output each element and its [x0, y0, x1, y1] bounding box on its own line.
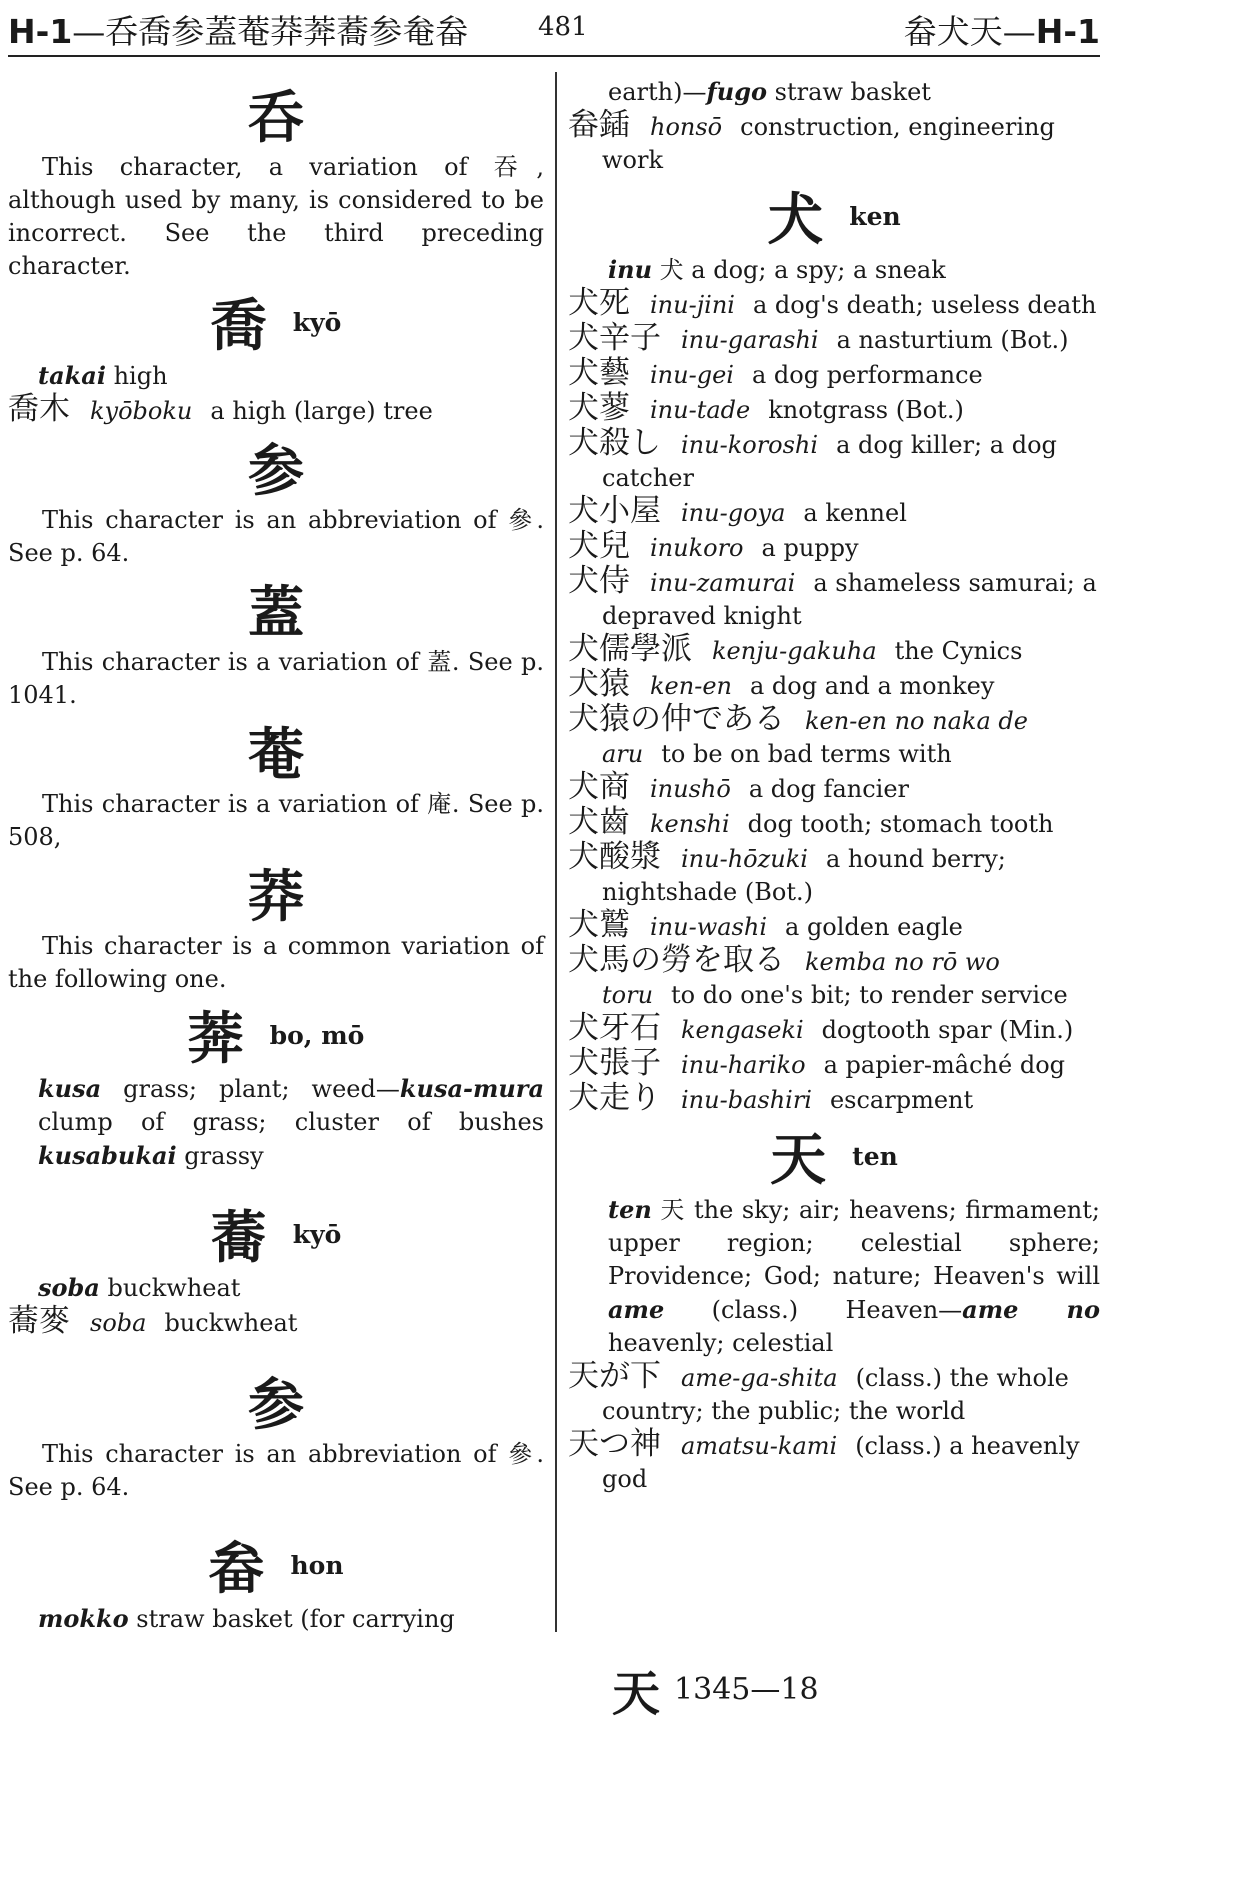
entry [568, 287, 1100, 322]
text-run: This character is an abbreviation of 參. See p. 64. [8, 1440, 544, 1501]
entry [568, 1047, 1100, 1082]
entry-kanji: 犬走り [568, 1080, 661, 1116]
entry [568, 1360, 1100, 1428]
text-run: high [105, 362, 168, 390]
headword-char: 畚 [208, 1537, 265, 1602]
entry-reading: inu-washi [650, 913, 767, 941]
definition-line [8, 1271, 544, 1305]
entry-definition: a dog and a monkey [749, 672, 995, 700]
column-divider [555, 72, 557, 1632]
entry-reading: inu-hōzuki [681, 845, 808, 873]
entry-kanji: 犬藝 [568, 355, 630, 391]
entry-definition: (class.) the whole country; the public; the world [602, 1364, 1069, 1425]
page-header [8, 6, 1100, 50]
headword-char: 莽 [248, 865, 304, 930]
definition-line [568, 253, 1100, 287]
entry [568, 392, 1100, 427]
headword-reading: hon [290, 1550, 344, 1580]
entry-reading: inu-koroshi [681, 431, 819, 459]
reading-term: kusa-mura [399, 1074, 544, 1103]
entry [568, 633, 1100, 668]
headword-reading: ten [852, 1141, 898, 1171]
entry-kanji: 天が下 [568, 1358, 661, 1394]
headword [8, 81, 544, 151]
text-run: grass; plant; weed— [101, 1075, 400, 1103]
entry-definition: dogtooth spar (Min.) [821, 1016, 1074, 1044]
headword-char: 呑 [248, 86, 304, 151]
text-run: clump of grass; cluster of bushes [38, 1108, 544, 1136]
entry [568, 1428, 1100, 1496]
entry-definition: buckwheat [164, 1309, 298, 1337]
headword [568, 183, 1100, 253]
reading-term: soba [38, 1273, 100, 1302]
entry-kanji: 犬馬の勞を取る [568, 942, 785, 978]
entry-definition: a dog's death; useless death [752, 291, 1097, 319]
headword [8, 1002, 544, 1072]
entry-kanji: 犬侍 [568, 563, 630, 599]
headword [8, 1368, 544, 1438]
entry-kanji: 犬儒學派 [568, 631, 692, 667]
entry [568, 427, 1100, 495]
entry [568, 495, 1100, 530]
entry-reading: inu-tade [650, 396, 751, 424]
entry-kanji: 畚鍤 [568, 107, 630, 143]
footer-number: 1345—18 [674, 1672, 819, 1707]
headword [8, 1201, 544, 1271]
entry-reading: inu-jini [650, 291, 735, 319]
note-paragraph [8, 151, 544, 283]
headword [8, 718, 544, 788]
header-left [8, 6, 468, 53]
entry-kanji: 犬辛子 [568, 320, 661, 356]
entry-kanji: 蕎麥 [8, 1303, 70, 1339]
reading-term: inu [608, 255, 653, 284]
entry-definition: to be on bad terms with [661, 740, 952, 768]
entry [568, 909, 1100, 944]
text-run: This character is a variation of 蓋. See p. 1041. [8, 648, 544, 709]
text-run: 犬 a dog; a spy; a sneak [652, 256, 946, 284]
page-footer [612, 1655, 819, 1724]
entry [568, 668, 1100, 703]
definition-line [568, 75, 1100, 109]
header-right [904, 6, 1100, 53]
entry-reading: inu-garashi [681, 326, 819, 354]
headword-char: 犬 [767, 188, 824, 253]
headword-char: 参 [248, 1373, 304, 1438]
text-run: straw basket (for carrying [128, 1605, 455, 1633]
headword-reading: kyō [292, 1219, 342, 1249]
text-run: This character is a variation of 庵. See p. 508, [8, 790, 544, 851]
headword [8, 289, 544, 359]
entry-definition: a high (large) tree [210, 397, 433, 425]
entry-definition: a shameless samurai; a depraved knight [602, 569, 1097, 630]
entry-reading: kenshi [650, 810, 730, 838]
reading-term: kusa [38, 1074, 102, 1103]
headword [8, 1532, 544, 1602]
header-rule [8, 55, 1100, 57]
entry-kanji: 犬兒 [568, 528, 630, 564]
text-run: This character is a common variation of the following one. [8, 932, 544, 993]
page-number: 481 [538, 12, 588, 42]
entry [568, 944, 1100, 1012]
entry-reading: amatsu-kami [681, 1432, 838, 1460]
text-run: This character is an abbreviation of 參. See p. 64. [8, 506, 544, 567]
entry-kanji: 犬猿の仲である [568, 701, 785, 737]
entry-definition: the Cynics [894, 637, 1023, 665]
entry-reading: ken-en no naka de aru [602, 707, 1028, 768]
entry-reading: ken-en [650, 672, 732, 700]
entry-kanji: 犬酸漿 [568, 839, 661, 875]
entry-reading: inu-goya [681, 499, 786, 527]
text-run: buckwheat [99, 1274, 241, 1302]
entry-kanji: 犬死 [568, 285, 630, 321]
note-paragraph [8, 788, 544, 854]
entry [8, 1305, 544, 1340]
entry-kanji: 天つ神 [568, 1426, 661, 1462]
text-run: straw basket [767, 78, 931, 106]
entry [568, 565, 1100, 633]
entry-kanji: 犬牙石 [568, 1010, 661, 1046]
entry-definition: a hound berry; nightshade (Bot.) [602, 845, 1006, 906]
headword-reading: kyō [292, 307, 342, 337]
entry-definition: a dog killer; a dog catcher [602, 431, 1057, 492]
entry-reading: soba [90, 1309, 147, 1337]
entry-kanji: 犬殺し [568, 425, 661, 461]
note-paragraph [8, 646, 544, 712]
text-run: (class.) Heaven— [664, 1296, 963, 1324]
entry [568, 841, 1100, 909]
headword [8, 434, 544, 504]
text-run: earth)— [608, 78, 707, 106]
entry-reading: inukoro [650, 534, 744, 562]
reading-term: mokko [38, 1604, 129, 1633]
entry-kanji: 喬木 [8, 391, 70, 427]
entry-kanji: 犬蓼 [568, 390, 630, 426]
entry-definition: to do one's bit; to render service [671, 981, 1068, 1009]
entry-definition: a dog fancier [748, 775, 909, 803]
entry [568, 1012, 1100, 1047]
definition-line [8, 359, 544, 393]
reading-term: ame no [962, 1295, 1100, 1324]
entry-definition: escarpment [829, 1086, 974, 1114]
headword [568, 1123, 1100, 1193]
definition-line [8, 1072, 544, 1173]
entry-definition: a puppy [761, 534, 859, 562]
headword-reading: bo, mō [269, 1020, 365, 1050]
reading-term: kusabukai [38, 1141, 177, 1170]
header-left-code: H-1 [8, 12, 73, 51]
text-run: 天 the sky; air; heavens; firmament; upper region; celestial sphere; Providence; God; nature; Heaven's will [608, 1196, 1100, 1290]
note-paragraph [8, 930, 544, 996]
header-right-code: H-1 [1035, 12, 1100, 51]
entry-reading: inu-bashiri [681, 1086, 812, 1114]
entry-kanji: 犬猿 [568, 666, 630, 702]
headword-char: 喬 [210, 294, 267, 359]
text-run: heavenly; celestial [608, 1329, 834, 1357]
headword [8, 860, 544, 930]
reading-term: takai [38, 361, 106, 390]
footer-char: 天 [612, 1666, 661, 1722]
reading-term: fugo [706, 77, 768, 106]
entry [568, 357, 1100, 392]
header-right-chars: 畚犬天— [903, 12, 1036, 51]
entry [8, 393, 544, 428]
entry-reading: inu-hariko [681, 1051, 806, 1079]
headword [8, 576, 544, 646]
entry-kanji: 犬齒 [568, 804, 630, 840]
entry [568, 322, 1100, 357]
note-paragraph [8, 1438, 544, 1504]
entry-kanji: 犬鷲 [568, 907, 630, 943]
headword-char: 菴 [248, 723, 304, 788]
entry-kanji: 犬張子 [568, 1045, 661, 1081]
entry-definition: dog tooth; stomach tooth [747, 810, 1054, 838]
headword-reading: ken [849, 201, 901, 231]
entry-reading: ame-ga-shita [681, 1364, 838, 1392]
entry-reading: kenju-gakuha [712, 637, 877, 665]
entry [568, 109, 1100, 177]
entry [568, 806, 1100, 841]
entry-definition: knotgrass (Bot.) [768, 396, 964, 424]
entry-reading: honsō [650, 113, 723, 141]
entry-kanji: 犬商 [568, 769, 630, 805]
entry-reading: inu-zamurai [650, 569, 796, 597]
left-column [8, 75, 544, 1636]
entry-definition: construction, engineering work [602, 113, 1055, 174]
entry [568, 530, 1100, 565]
entry-definition: a dog performance [751, 361, 983, 389]
header-left-chars: —呑喬参蓋菴莽莾蕎参奙畚 [72, 12, 469, 51]
text-run: grassy [176, 1142, 264, 1170]
note-paragraph [8, 504, 544, 570]
entry-reading: inushō [650, 775, 731, 803]
text-run: This character, a variation of 吞, although used by many, is considered to be incorrect. See the third preceding character. [8, 153, 544, 280]
headword-char: 蕎 [210, 1206, 267, 1271]
entry-reading: kyōboku [90, 397, 193, 425]
reading-term: ame [608, 1295, 665, 1324]
entry-reading: kengaseki [681, 1016, 804, 1044]
entry-definition: (class.) a heavenly god [602, 1432, 1080, 1493]
entry-kanji: 犬小屋 [568, 493, 661, 529]
headword-char: 蓋 [248, 581, 304, 646]
definition-line [568, 1193, 1100, 1360]
entry-definition: a golden eagle [785, 913, 963, 941]
entry [568, 703, 1100, 771]
right-column [568, 75, 1100, 1496]
headword-char: 莾 [187, 1007, 244, 1072]
headword-char: 参 [248, 439, 304, 504]
entry [568, 771, 1100, 806]
headword-char: 天 [770, 1128, 827, 1193]
definition-line [8, 1602, 544, 1636]
reading-term: ten [608, 1195, 652, 1224]
entry-reading: inu-gei [650, 361, 734, 389]
entry-definition: a kennel [803, 499, 907, 527]
entry-definition: a papier-mâché dog [823, 1051, 1066, 1079]
entry-definition: a nasturtium (Bot.) [836, 326, 1069, 354]
entry-reading: kemba no rō wo toru [602, 948, 1000, 1009]
entry [568, 1082, 1100, 1117]
